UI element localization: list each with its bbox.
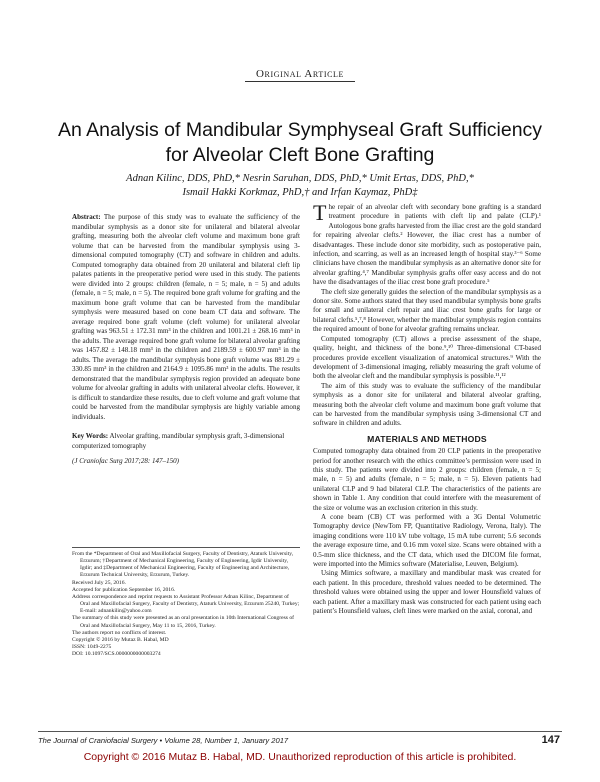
footnote-correspondence: Address correspondence and reprint requests to Assistant Professor Adnan Kilinc, Department of Oral and Maxillofacial Surgery, Faculty of Dentistry, Ataturk University, Erzurum 25240, Turkey; [72, 593, 300, 608]
abstract-label: Abstract: [72, 213, 101, 221]
intro-paragraph-4: The aim of this study was to evaluate the sufficiency of the mandibular symphysis as a donor site for unilateral and bilateral alveolar grafting, measuring both the alveolar cleft volume and maximum bone graft volume that can be harvested from the mandibular symphysis using 3-dimensional CT and software in children and adults. [313, 381, 541, 428]
intro-paragraph-1 [313, 200, 541, 288]
page-number: 147 [541, 734, 560, 746]
keywords [72, 432, 300, 451]
title-line-1: An Analysis of Mandibular Symphyseal Graft Sufficiency [57, 119, 543, 141]
methods-paragraph-3: Using Mimics software, a maxillary and mandibular mask was created for each patient. In this procedure, threshold values needed to be determined. The threshold values were obtained using the upper and lower Hounsfield values of each patient. After a maxillary mask was constructed for each patient using each patient’s Hounsfield values, cleft lines were marked on the axial, coronal, and [313, 569, 541, 616]
footnote-conflicts: The authors report no conflicts of interest. [72, 629, 167, 636]
citation: (J Craniofac Surg 2017;28: 147–150) [72, 457, 179, 465]
methods-paragraph-2: A cone beam (CB) CT was performed with a 3G Dental Volumetric Tomography device (NewTom FP, Quantitative Radiology, Verona, Italy). The imaging conditions were 110 kV tube voltage, 15 mA tube current; 5.6 seconds the average exposure time, and 0.16 mm voxel size. Scans were obtained with a 0.5-mm slice thickness, and the CT data, which used the DICOM file format, were imported into the Mimics software (Materialise, Leuven, Belgium). [313, 513, 541, 569]
abstract [72, 213, 300, 422]
footer-rule [38, 731, 562, 732]
authors-line-1: Adnan Kilinc, DDS, PhD,* Nesrin Saruhan, DDS, PhD,* Umit Ertas, DDS, PhD,* [126, 173, 474, 184]
article-title [40, 118, 560, 168]
header-rule [245, 81, 355, 82]
footnotes [72, 547, 300, 658]
footer-journal-info: The Journal of Craniofacial Surgery • Volume 28, Number 1, January 2017 [38, 736, 289, 745]
intro-paragraph-2: The cleft size generally guides the selection of the mandibular symphysis as a donor site. Some authors stated that they used mandibular symphysis bone grafts for small and unilateral cleft repair and iliac crest bone grafts for large or bilateral clefts.⁵,⁷,⁸ However, whether the mandibular symphysis region contains the required amount of bone for alveolar grafting remains unclear. [313, 287, 541, 334]
intro-p1-text: he repair of an alveolar cleft with secondary bone grafting is a standard treatment procedure in patients with cleft lip and palate (CLP).¹ Autologous bone grafts harvested from the iliac crest are the gold standard for repairing alveolar clefts.² However, the iliac crest has a number of disadvantages. These include donor site morbidity, such as postoperative pain, infection, and scarring, as well as an increased length of hospital stay.³⁻⁶ Some clinicians have chosen the mandibular symphysis as an alternative donor site for alveolar grafting.⁴,⁷ Mandibular symphysis grafts offer easy access and do not have the disadvantages of the iliac crest bone graft procedure.⁵ [313, 203, 541, 287]
footnote-email[interactable]: E-mail: adnankilin@yahoo.com [80, 608, 152, 615]
methods-paragraph-1: Computed tomography data obtained from 20 CLP patients in the preoperative period for another research with the ethics committee’s permission were used in this study. The patients were divided into 2 groups: children (female, n = 5; male, n = 5) and adults (female, n = 5; male, n = 5). Eleven patients had unilateral CLP and 9 had bilateral CLP. The characteristics of the patients are shown in Table 1. Any condition that could interfere with the measurement of the size or volume was an exclusion criterion in this study. [313, 447, 541, 512]
right-column [313, 200, 541, 616]
authors-line-2: Ismail Hakki Korkmaz, PhD,† and Irfan Kaymaz, PhD‡ [182, 187, 418, 198]
footnote-accepted: Accepted for publication September 16, 2016. [72, 586, 176, 593]
footnote-copyright: Copyright © 2016 by Mutaz B. Habal, MD [72, 636, 169, 643]
footnote-presentation: The summary of this study were presented as an oral presentation in 10th International Congress of Oral and Maxillofacial Surgery, May 11 to 15, 2016, Turkey. [72, 615, 294, 629]
left-column [72, 213, 300, 467]
keywords-text: Alveolar grafting, mandibular symphysis graft, 3-dimensional computerized tomography [72, 432, 285, 450]
section-heading-methods: MATERIALS AND METHODS [367, 433, 487, 444]
keywords-label: Key Words: [72, 432, 109, 440]
copyright-notice: Copyright © 2016 Mutaz B. Habal, MD. Unauthorized reproduction of this article is prohibited. [83, 751, 517, 763]
footnote-issn: ISSN: 1049-2275 [72, 644, 112, 651]
footnote-affiliations: From the *Department of Oral and Maxillofacial Surgery, Faculty of Dentistry, Ataturk University, Erzurum; †Department of Mechanical Engineering, Faculty of Engineering, Igdir University, Igdir; and ‡Department of Mechanical Engineering, Faculty of Engineering and Architecture, Erzurum Technical University, Erzurum, Turkey. [72, 551, 294, 579]
abstract-text: The purpose of this study was to evaluate the sufficiency of the mandibular symphysis as a donor site for unilateral and bilateral alveolar grafting, measuring both the alveolar cleft volume and maximum bone graft volume that can be harvested from the mandibular symphysis using 3-dimensional computed tomography (CT) and software in children and adults. Computed tomography data obtained from 20 unilateral and bilateral cleft lip palates patients in the preoperative period were used in this study. The patients were divided into 2 groups: children (female, n = 5; male, n = 5) and adults (female, n = 5; male, n = 5). The required bone graft volume for grafting and the maximum bone graft volume that can be harvested from the mandibular symphysis were measured based on cone beam CT data and software. The average required bone graft volume (cleft volume) for unilateral alveolar grafting was 963.51 ± 172.31 mm³ in the children and 1001.21 ± 268.16 mm³ in the adults. The average required bone graft volume for bilateral alveolar grafting was 1457.82 ± 148.18 mm³ in the children and 2189.59 ± 600.97 mm³ in the adults. The average the mandibular symphysis bone graft volume was 881.29 ± 330.85 mm³ in the children and 2164.9 ± 1095.86 mm³ in the adults. The results demonstrated that the mandibular symphysis region provided an adequate bone volume for alveolar grafting in adults with unilateral alveolar clefts. However, it is difficult to standardize these results, due to cleft volume and graft volume that could be harvested from the mandibular symphysis are highly variable among individuals. [72, 213, 300, 421]
footnote-doi[interactable]: DOI: 10.1097/SCS.0000000000003274 [72, 651, 161, 658]
article-type-label: Original Article [255, 68, 345, 80]
footnote-received: Received July 25, 2016. [72, 579, 126, 586]
author-list [40, 172, 560, 200]
drop-cap: T [313, 200, 327, 225]
intro-paragraph-3: Computed tomography (CT) allows a precise assessment of the shape, quality, height, and thickness of the bone.⁹,¹⁰ Three-dimensional CT-based procedures provide excellent visualization of anatomical structures.⁹ With the development of 3-dimensional imaging, reliably measuring the graft volume of both the alveolar cleft and the mandibular symphysis is possible.¹¹,¹² [313, 334, 541, 381]
title-line-2: for Alveolar Cleft Bone Grafting [165, 144, 435, 166]
